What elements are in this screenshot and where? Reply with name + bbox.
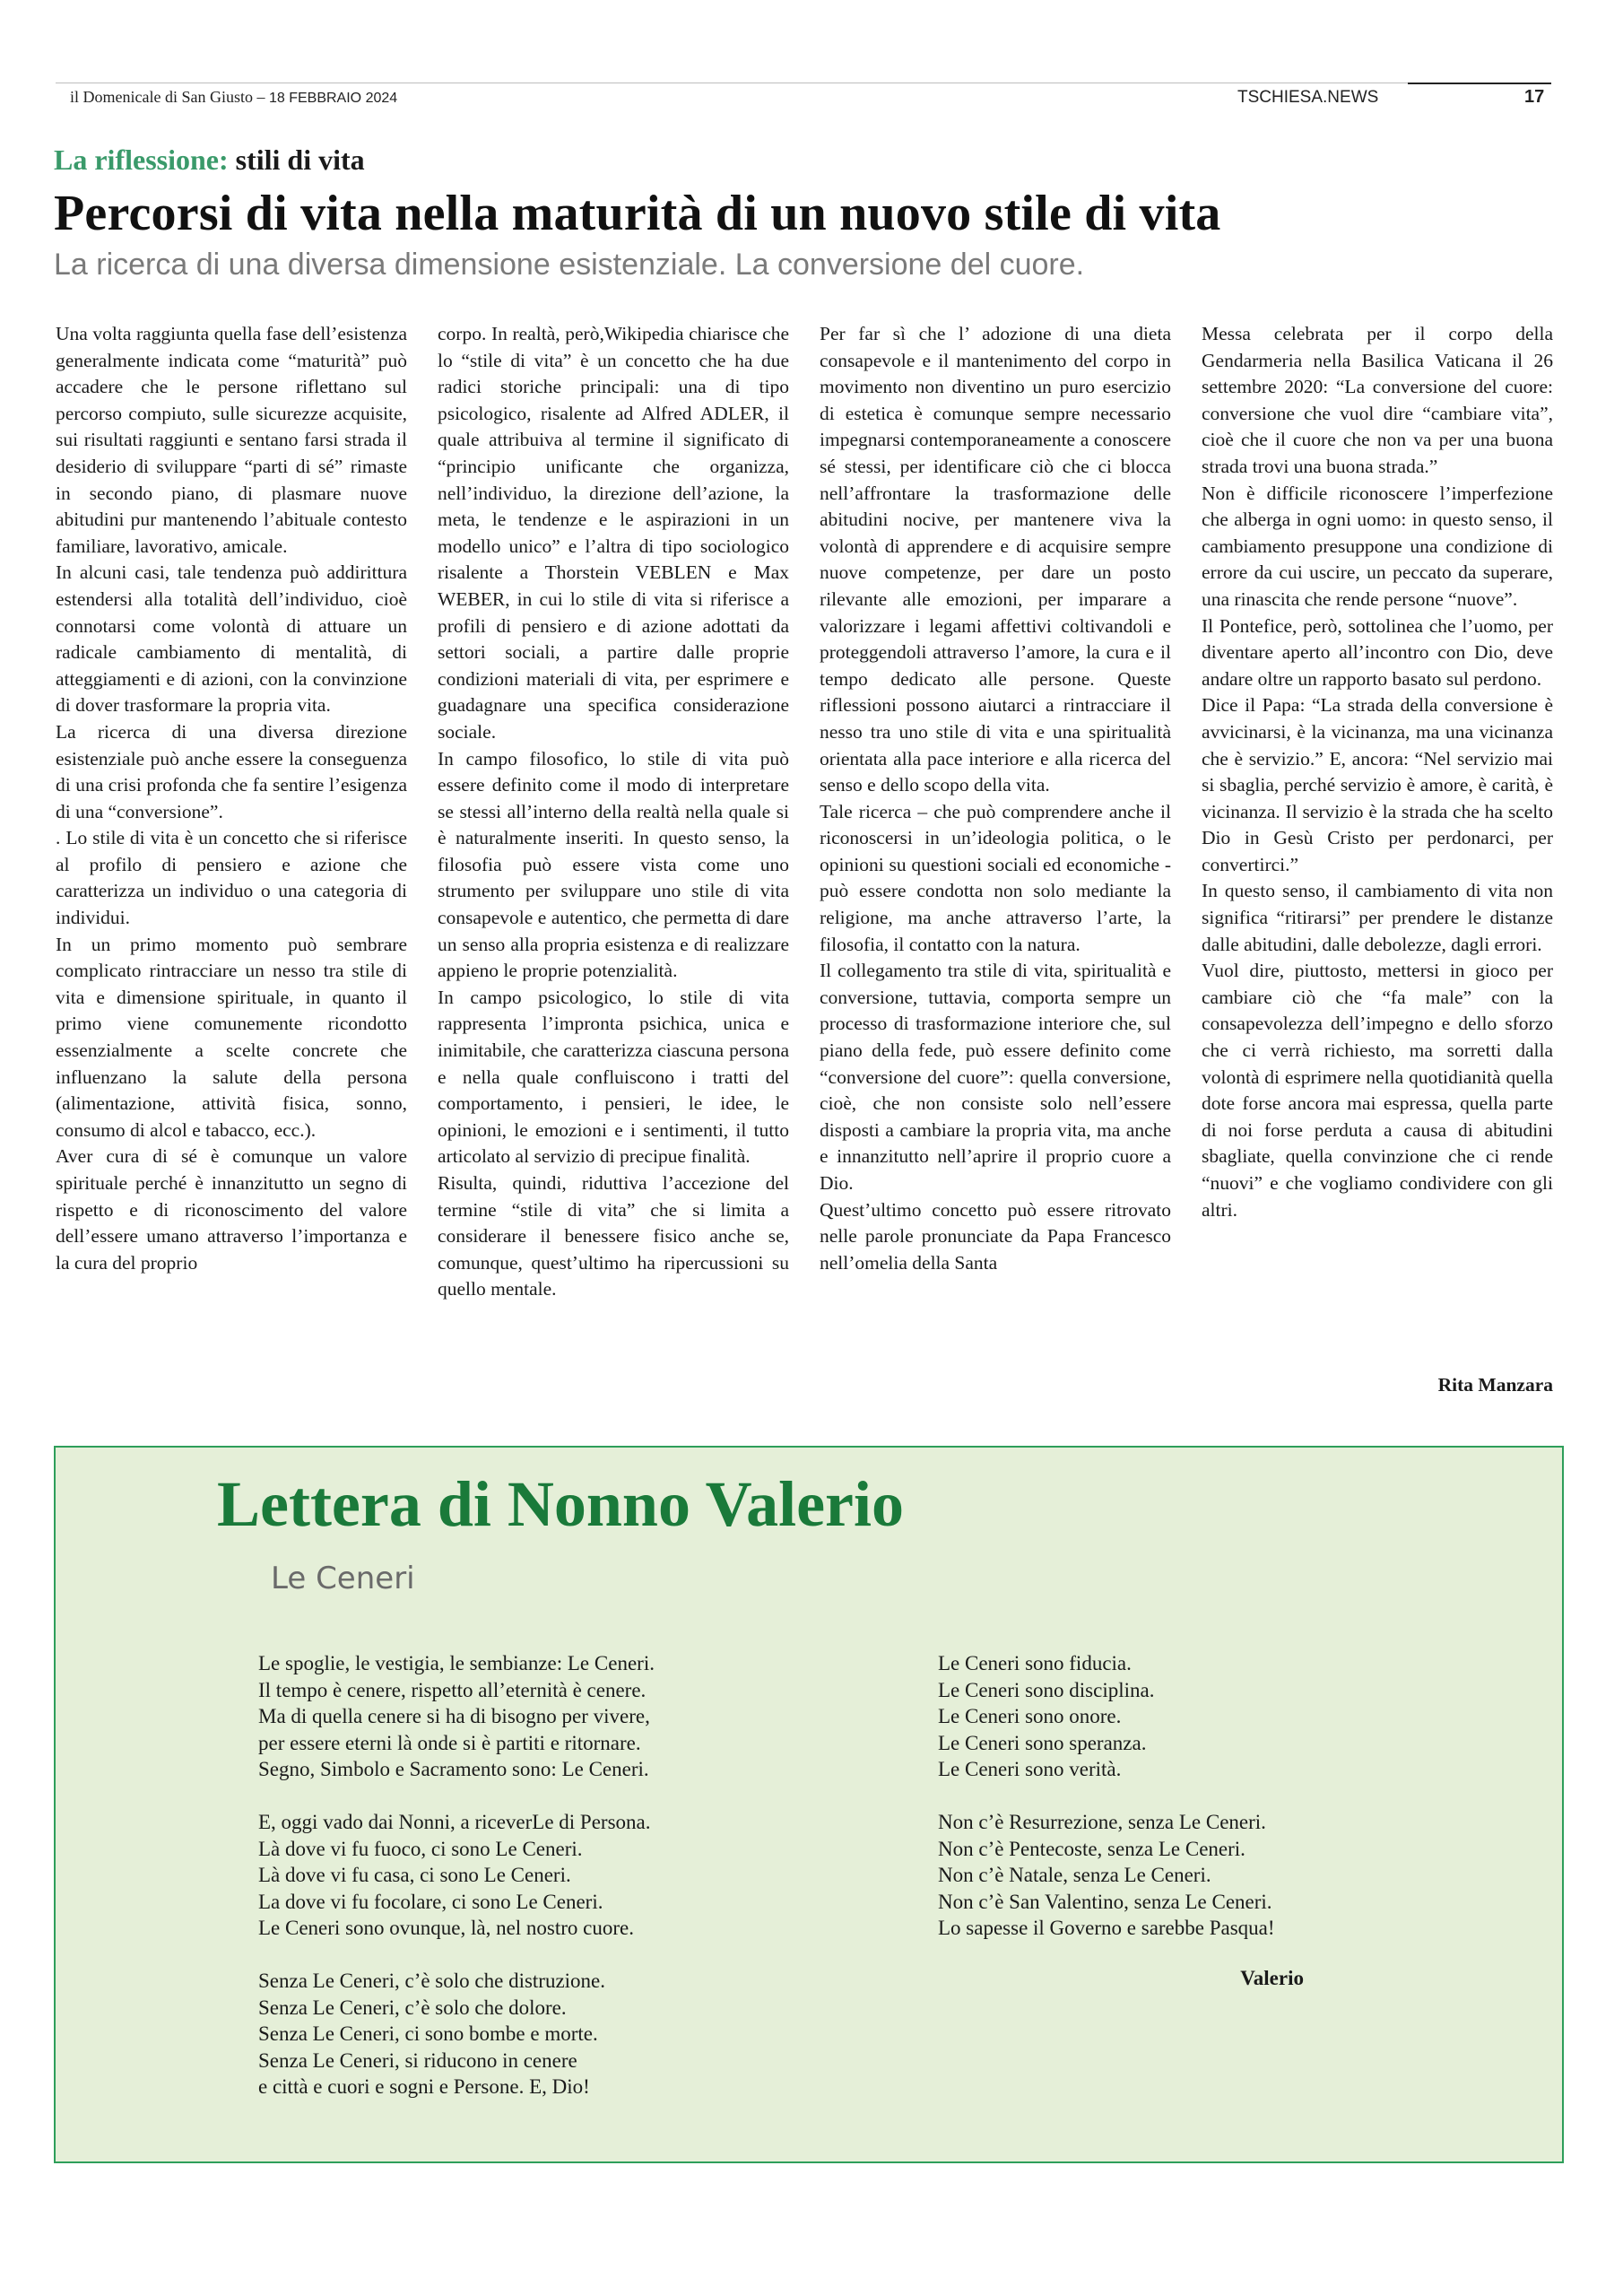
letter-subtitle: Le Ceneri — [271, 1561, 415, 1596]
article-kicker — [54, 144, 365, 177]
paragraph: In campo filosofico, lo stile di vita può essere definito come il modo di interpretare se stessi all’interno della realtà nella quale si è naturalmente inseriti. In questo senso, la filosofia può essere vista come uno strumento per sviluppare uno stile di vita consapevole e autentico, che permetta di dare un senso alla propria esistenza e di realizzare appieno le proprie potenzialità. — [438, 747, 789, 982]
paragraph: Dice il Papa: “La strada della conversione è avvicinarsi, è la vicinanza, ma una vicinanza che è servizio.” E, ancora: “Nel servizio mai si sbaglia, perché servizio è amore, è carità, è vicinanza. Il servizio è la strada che ha scelto Dio in Gesù Cristo per perdonarci, per convertirci.” — [1202, 694, 1553, 875]
poem-line: Ma di quella cenere si ha di bisogno per vivere, — [258, 1705, 650, 1727]
paragraph: Aver cura di sé è comunque un valore spirituale perché è innanzitutto un segno di rispetto e di riconoscimento del valore dell’essere umano attraverso l’importanza e la cura del proprio — [56, 1145, 407, 1274]
paragraph: . Lo stile di vita è un concetto che si riferisce al profilo di pensiero e azione che caratterizza un individuo o una categoria di individui. — [56, 827, 407, 929]
poem-line: Non c’è Natale, senza Le Ceneri. — [938, 1864, 1211, 1886]
poem-stanza — [258, 1650, 655, 1783]
paragraph: Per far sì che l’ adozione di una dieta consapevole e il mantenimento del corpo in movimento non diventino un puro esercizio di estetica è comunque sempre necessario impegnarsi contemporaneamente a conoscere sé stessi, per identificare ciò che ci blocca nell’affrontare la trasformazione delle abitudini nocive, per mantenere viva la volontà di apprendere e di acquisire sempre nuove competenze, per dare un posto rilevante alle emozioni, per imparare a valorizzare i legami affettivi coltivandoli e proteggendoli attraverso l’amore, la cura e il tempo dedicato alle persone. Queste riflessioni possono aiutarci a rintracciare il nesso tra uno stile di vita e una spiritualità orientata alla pace interiore e alla ricerca del senso e dello scopo della vita. — [820, 323, 1171, 796]
paragraph: In un primo momento può sembrare complicato rintracciare un nesso tra stile di vita e dimensione spirituale, in quanto il primo viene comunemente ricondotto essenzialmente a scelte concrete che influenzano la salute della persona (alimentazione, attività fisica, sonno, consumo di alcol e tabacco, ecc.). — [56, 933, 407, 1141]
paragraph: corpo. In realtà, però,Wikipedia chiarisce che lo “stile di vita” è un concetto che ha due radici storiche principali: una di tipo psicologico, risalente ad Alfred ADLER, il quale attribuiva al termine il significato di “principio unificante che organizza, nell’individuo, la direzione dell’azione, la meta, le tendenze e le aspirazioni in un modello unico” e l’altra di tipo sociologico risalente a Thorstein VEBLEN e Max WEBER, in cui lo stile di vita si riferisce a profili di pensiero e di azione adottati da settori sociali, a partire dalle proprie condizioni materiali di vita, per esprimere e guadagnare una specifica considerazione sociale. — [438, 323, 789, 743]
article-subtitle: La ricerca di una diversa dimensione esistenziale. La conversione del cuore. — [54, 248, 1085, 282]
poem-line: La dove vi fu focolare, ci sono Le Ceneri. — [258, 1890, 603, 1913]
article-column-1 — [56, 321, 407, 1276]
letter-signature: Valerio — [1240, 1967, 1304, 1989]
page-number: 17 — [1524, 87, 1545, 107]
poem-line: Le spoglie, le vestigia, le sembianze: Le Ceneri. — [258, 1652, 655, 1674]
poem-left-column — [258, 1650, 655, 2126]
paragraph: In questo senso, il cambiamento di vita non significa “ritirarsi” per prendere le distanze dalle abitudini, dalle debolezze, dagli errori. — [1202, 880, 1553, 955]
paragraph: Quest’ultimo concetto può essere ritrovato nelle parole pronunciate da Papa Francesco nell’omelia della Santa — [820, 1198, 1171, 1274]
header-paper-name: il Domenicale di San Giusto – — [70, 88, 265, 106]
article-column-4 — [1202, 321, 1553, 1223]
poem-line: Là dove vi fu fuoco, ci sono Le Ceneri. — [258, 1837, 583, 1860]
poem-stanza — [938, 1809, 1275, 1942]
kicker-topic: stili di vita — [235, 144, 365, 176]
poem-line: Non c’è San Valentino, senza Le Ceneri. — [938, 1890, 1272, 1913]
letter-title: Lettera di Nonno Valerio — [217, 1468, 904, 1540]
paragraph: Tale ricerca – che può comprendere anche il riconoscersi in un’ideologia politica, o le opinioni su questioni sociali ed economiche - può essere condotta non solo mediante la religione, ma anche attraverso l’arte, la filosofia, il contatto con la natura. — [820, 800, 1171, 955]
poem-line: Segno, Simbolo e Sacramento sono: Le Ceneri. — [258, 1758, 649, 1780]
paragraph: Vuol dire, piuttosto, mettersi in gioco per cambiare ciò che “fa male” con la consapevolezza dell’impegno e dello sforzo che ci verrà richiesto, ma sorretti dalla volontà di esprimere nella quotidianità quella dote forse ancora mai espressa, quella parte di noi forse perduta a causa di abitudini sbagliate, quella convinzione che ci rende “nuovi” e che vogliamo condividere con gli altri. — [1202, 960, 1553, 1221]
poem-line: Senza Le Ceneri, si riducono in cenere — [258, 2048, 577, 2072]
paragraph: Non è difficile riconoscere l’imperfezione che alberga in ogni uomo: in questo senso, il cambiamento presuppone una condizione di errore da cui uscire, un peccato da superare, una rinascita che rende persone “nuove”. — [1202, 482, 1553, 610]
header-site[interactable]: TSCHIESA.NEWS — [1237, 88, 1379, 107]
poem-stanza — [938, 1650, 1275, 1783]
header-date: 18 FEBBRAIO 2024 — [268, 91, 398, 106]
paragraph: Risulta, quindi, riduttiva l’accezione del termine “stile di vita” che si limita a considerare il benessere fisico anche se, comunque, quest’ultimo ha ripercussioni su quello mentale. — [438, 1172, 789, 1300]
kicker-label: La riflessione: — [54, 144, 229, 176]
poem-line: Non c’è Pentecoste, senza Le Ceneri. — [938, 1837, 1245, 1860]
poem-line: Le Ceneri sono ovunque, là, nel nostro cuore. — [258, 1917, 634, 1939]
poem-line: Senza Le Ceneri, ci sono bombe e morte. — [258, 2022, 598, 2045]
poem-stanza — [258, 1809, 655, 1942]
paragraph: La ricerca di una diversa direzione esistenziale può anche essere la conseguenza di una crisi profonda che fa sentire l’esigenza di una “conversione”. — [56, 720, 407, 822]
paragraph: Una volta raggiunta quella fase dell’esistenza generalmente indicata come “maturità” può accadere che le persone riflettano sul percorso compiuto, sulle sicurezze acquisite, sui risultati raggiunti e sentano farsi strada il desiderio di sviluppare “parti di sé” rimaste in secondo piano, di plasmare nuove abitudini pur mantenendo l’abituale contesto familiare, lavorativo, amicale. — [56, 323, 407, 557]
poem-line: e città e cuori e sogni e Persone. E, Dio! — [258, 2075, 590, 2098]
poem-line: Le Ceneri sono fiducia. — [938, 1652, 1132, 1674]
poem-line: Non c’è Resurrezione, senza Le Ceneri. — [938, 1811, 1266, 1833]
poem-line: Le Ceneri sono onore. — [938, 1705, 1122, 1727]
paragraph: Messa celebrata per il corpo della Gendarmeria nella Basilica Vaticana il 26 settembre 2020: “La conversione del cuore: conversione che vuol dire “cambiare vita”, cioè che il cuore che non va per una buona strada trovi una buona strada.” — [1202, 323, 1553, 477]
article-author: Rita Manzara — [1437, 1374, 1553, 1396]
article-column-2 — [438, 321, 789, 1303]
paragraph: In alcuni casi, tale tendenza può addirittura estendersi alla totalità dell’individuo, cioè connotarsi come volontà di attuare un radicale cambiamento di mentalità, di atteggiamenti e di azioni, con la convinzione di dover trasformare la propria vita. — [56, 561, 407, 717]
paragraph: Il Pontefice, però, sottolinea che l’uomo, per diventare aperto all’incontro con Dio, deve andare oltre un rapporto basato sul perdono. — [1202, 614, 1553, 690]
poem-line: Le Ceneri sono speranza. — [938, 1731, 1147, 1754]
poem-line: E, oggi vado dai Nonni, a riceverLe di Persona. — [258, 1811, 651, 1833]
poem-line: Senza Le Ceneri, c’è solo che dolore. — [258, 1996, 567, 2019]
poem-line: Le Ceneri sono verità. — [938, 1758, 1122, 1780]
poem-line: Senza Le Ceneri, c’è solo che distruzione. — [258, 1970, 606, 1992]
poem-line: Là dove vi fu casa, ci sono Le Ceneri. — [258, 1864, 571, 1886]
poem-stanza — [258, 1968, 655, 2100]
article-column-3 — [820, 321, 1171, 1276]
header-paper-info — [70, 88, 397, 107]
poem-line: Il tempo è cenere, rispetto all’eternità è cenere. — [258, 1678, 647, 1701]
poem-line: Le Ceneri sono disciplina. — [938, 1678, 1155, 1701]
article-title: Percorsi di vita nella maturità di un nuovo stile di vita — [54, 186, 1221, 241]
paragraph: Il collegamento tra stile di vita, spiritualità e conversione, tuttavia, comporta sempre un processo di trasformazione interiore che, sul piano della fede, può essere definito come “conversione del cuore”: quella conversione, cioè, che non consiste solo nell’essere disposti a cambiare la propria vita, ma anche e innanzitutto nell’aprire il proprio cuore a Dio. — [820, 960, 1171, 1194]
paragraph: In campo psicologico, lo stile di vita rappresenta l’impronta psichica, unica e inimitabile, che caratterizza ciascuna persona e nella quale confluiscono i tratti del comportamento, i pensieri, le idee, le opinioni, le emozioni e i sentimenti, il tutto articolato al servizio di precipue finalità. — [438, 986, 789, 1168]
poem-right-column — [938, 1650, 1275, 1968]
poem-line: Lo sapesse il Governo e sarebbe Pasqua! — [938, 1917, 1275, 1939]
poem-line: per essere eterni là onde si è partiti e ritornare. — [258, 1731, 641, 1754]
header-rule-accent — [1408, 83, 1551, 84]
